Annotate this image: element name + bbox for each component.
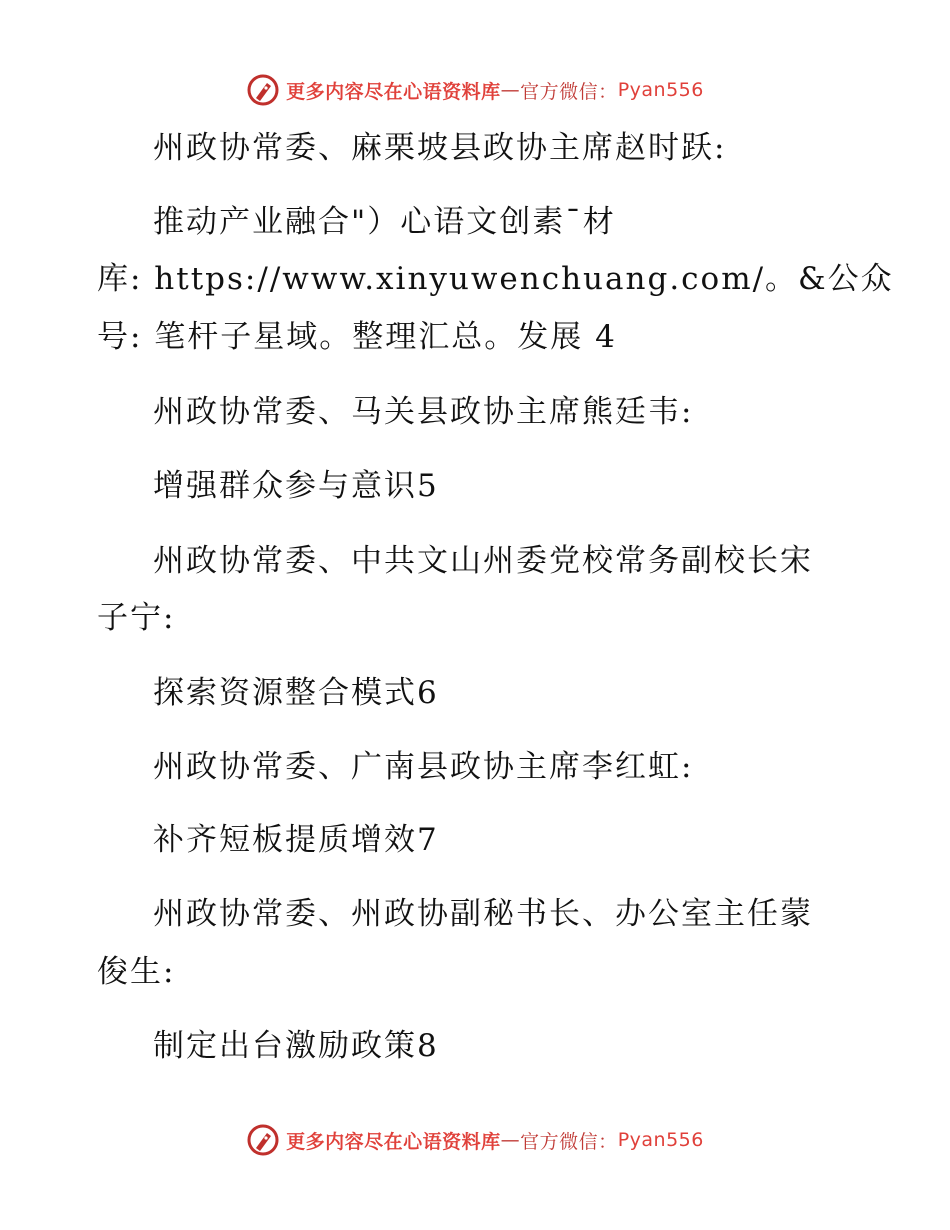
text-line: 增强群众参与意识5 — [153, 468, 439, 504]
text-line: 州政协常委、广南县政协主席李红虹: — [153, 749, 694, 785]
pen-nib-circle-icon — [246, 73, 280, 107]
footer-banner — [0, 1120, 950, 1160]
banner-dash: — — [500, 79, 521, 101]
header-banner — [0, 70, 950, 110]
text-line: 州政协常委、麻栗坡县政协主席赵时跃: — [153, 130, 727, 166]
text-line: 州政协常委、中共文山州委党校常务副校长宋 — [153, 543, 813, 579]
text-line: 制定出台激励政策8 — [153, 1028, 439, 1064]
text-line[interactable]: 库: https://www.xinyuwenchuang.com/。&公众 — [97, 261, 894, 297]
banner-sub-text: 官方微信： — [520, 80, 618, 103]
text-line: 子宁: — [97, 600, 176, 636]
text-line: 号: 笔杆子星域。整理汇总。发展 4 — [97, 319, 617, 355]
text-line: 州政协常委、马关县政协主席熊廷韦: — [153, 394, 694, 430]
text-line: 推动产业融合"）心语文创素¯材 — [153, 204, 616, 240]
banner-main-text: 更多内容尽在心语资料库 — [286, 1130, 501, 1153]
banner-sub-text: 官方微信： — [520, 1130, 618, 1153]
text-line: 俊生: — [97, 954, 176, 990]
banner-dash: — — [500, 1129, 521, 1151]
banner-wechat-id: Pyan556 — [617, 79, 704, 101]
pen-nib-circle-icon — [246, 1123, 280, 1157]
text-line: 探索资源整合模式6 — [153, 675, 439, 711]
banner-wechat-id: Pyan556 — [617, 1129, 704, 1151]
banner-main-text: 更多内容尽在心语资料库 — [286, 80, 501, 103]
text-line: 补齐短板提质增效7 — [153, 822, 439, 858]
text-line: 州政协常委、州政协副秘书长、办公室主任蒙 — [153, 896, 813, 932]
